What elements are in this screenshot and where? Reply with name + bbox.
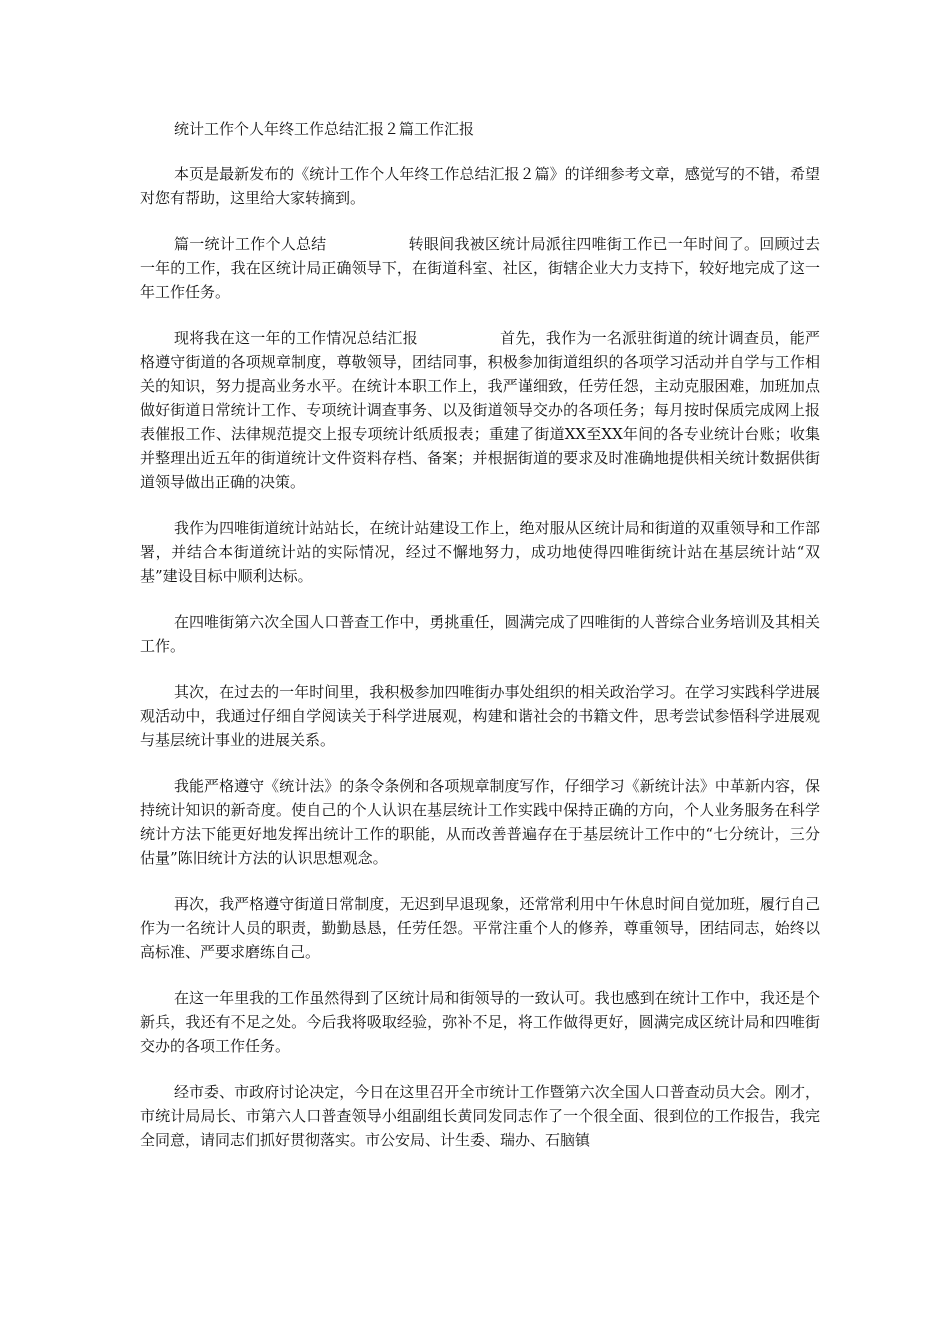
law-paragraph: [140, 774, 820, 870]
document-page: [140, 117, 820, 1174]
summary-paragraph: [140, 326, 820, 494]
conclusion-paragraph: [140, 986, 820, 1058]
paragraph-text: 在这一年里我的工作虽然得到了区统计局和街领导的一致认可。我也感到在统计工作中，我还是个新兵，我还有不足之处。今后我将吸取经验，弥补不足，将工作做得更好，圆满完成区统计局和四唯街交办的各项工作任务。: [140, 989, 820, 1055]
paragraph-text: 我能严格遵守《统计法》的条令条例和各项规章制度写作，仔细学习《新统计法》中革新内容，保持统计知识的新奇度。使自己的个人认识在基层统计工作实践中保持正确的方向，个人业务服务在科学统计方法下能更好地发挥出统计工作的职能，从而改善普遍存在于基层统计工作中的“七分统计，三分估量”陈旧统计方法的认识思想观念。: [140, 777, 820, 867]
discipline-paragraph: [140, 892, 820, 964]
station-paragraph: [140, 516, 820, 588]
study-paragraph: [140, 680, 820, 752]
paragraph-text: 再次，我严格遵守街道日常制度，无迟到早退现象，还常常利用中午休息时间自觉加班，履行自己作为一名统计人员的职责，勤勤恳恳，任劳任怨。平常注重个人的修养，尊重领导，团结同志，始终以高标准、严要求磨练自己。: [140, 895, 820, 961]
paragraph-text: 在四唯街第六次全国人口普查工作中，勇挑重任，圆满完成了四唯街的人普综合业务培训及其相关工作。: [140, 613, 820, 655]
section-heading: 篇一统计工作个人总结: [174, 235, 327, 253]
intro-paragraph: [140, 162, 820, 210]
meeting-paragraph: [140, 1080, 820, 1152]
section-one-paragraph: [140, 232, 820, 304]
paragraph-text: 其次，在过去的一年时间里，我积极参加四唯街办事处组织的相关政治学习。在学习实践科学进展观活动中，我通过仔细自学阅读关于科学进展观，构建和谐社会的书籍文件，思考尝试参悟科学进展观与基层统计事业的进展关系。: [140, 683, 820, 749]
census-paragraph: [140, 610, 820, 658]
paragraph-text: 转眼间我被区统计局派往四唯街工作已一年时间了。回顾过去一年的工作，我在区统计局正确领导下，在街道科室、社区，街辖企业大力支持下，较好地完成了这一年工作任务。: [140, 235, 820, 301]
paragraph-text: 首先，我作为一名派驻街道的统计调查员，能严格遵守街道的各项规章制度，尊敬领导，团结同事，积极参加街道组织的各项学习活动并自学与工作相关的知识，努力提高业务水平。在统计本职工作上，我严谨细致，任劳任怨，主动克服困难，加班加点做好街道日常统计工作、专项统计调查事务、以及街道领导交办的各项任务；每月按时保质完成网上报表催报工作、法律规范提交上报专项统计纸质报表；重建了街道XX至XX年间的各专业统计台账；收集并整理出近五年的街道统计文件资料存档、备案；并根据街道的要求及时准确地提供相关统计数据供街道领导做出正确的决策。: [140, 329, 820, 491]
document-title: 统计工作个人年终工作总结汇报２篇工作汇报: [174, 120, 475, 138]
paragraph-text: 本页是最新发布的《统计工作个人年终工作总结汇报２篇》的详细参考文章，感觉写的不错，希望对您有帮助，这里给大家转摘到。: [140, 165, 820, 207]
paragraph-text: 经市委、市政府讨论决定，今日在这里召开全市统计工作暨第六次全国人口普查动员大会。刚才，市统计局局长、市第六人口普查领导小组副组长黄同发同志作了一个很全面、很到位的工作报告，我完全同意，请同志们抓好贯彻落实。市公安局、计生委、瑞办、石脑镇: [140, 1083, 820, 1149]
section-heading: 现将我在这一年的工作情况总结汇报: [174, 329, 418, 347]
paragraph-text: 我作为四唯街道统计站站长，在统计站建设工作上，绝对服从区统计局和街道的双重领导和工作部署，并结合本街道统计站的实际情况，经过不懈地努力，成功地使得四唯街统计站在基层统计站“双基”建设目标中顺利达标。: [140, 519, 820, 585]
